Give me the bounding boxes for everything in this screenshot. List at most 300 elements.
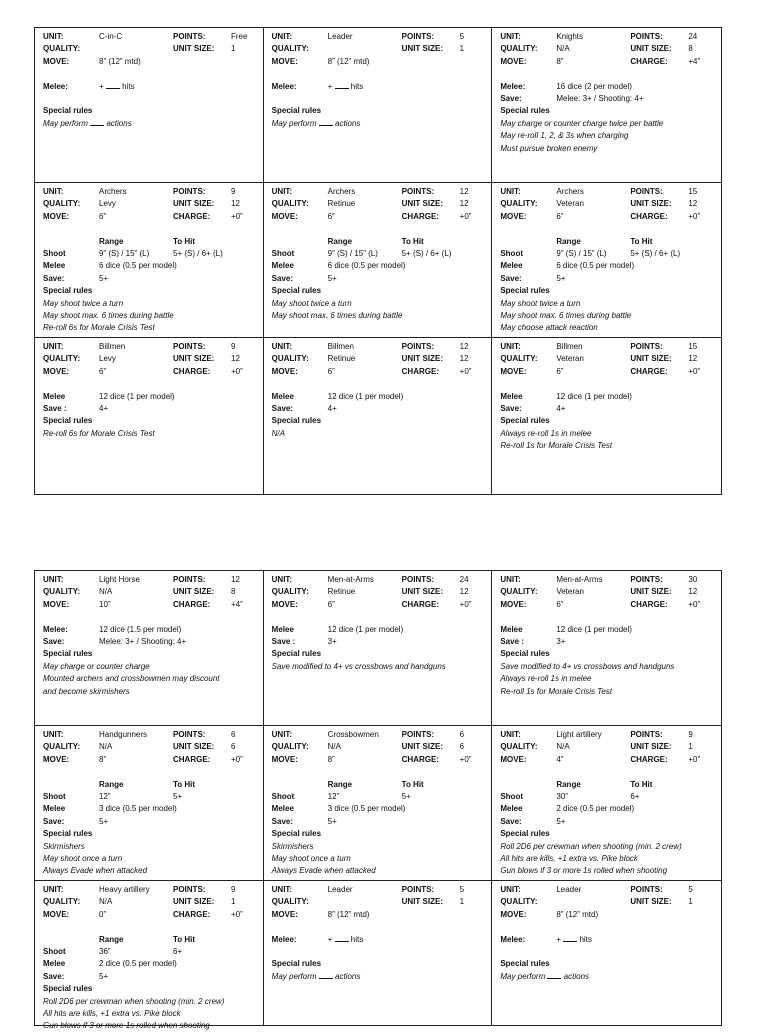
save-row — [272, 636, 484, 648]
charge-label: CHARGE: — [401, 754, 439, 764]
move-value: 6” — [556, 599, 564, 609]
shoot-label: Shoot — [271, 791, 295, 801]
move-label: MOVE: — [43, 599, 70, 609]
unit-card — [264, 726, 493, 881]
points-label: POINTS: — [630, 32, 663, 41]
melee-label: Melee: — [43, 81, 68, 91]
unit-card — [492, 726, 721, 881]
range-value: 12” — [99, 791, 111, 801]
tohit-value: 6+ — [630, 791, 640, 801]
points-label: POINTS: — [630, 885, 663, 894]
move-value: 8” — [327, 754, 335, 764]
special-rules-label: Special rules — [43, 984, 93, 994]
range-value: 12” — [327, 791, 340, 801]
unit-size-label: UNIT SIZE: — [401, 44, 443, 54]
tohit-header: To Hit — [173, 934, 196, 944]
unit-size-label: UNIT SIZE: — [630, 587, 672, 597]
special-rule: Must pursue broken enemy — [500, 143, 598, 153]
quality-label: QUALITY: — [500, 199, 538, 209]
special-suffix: actions — [332, 118, 361, 128]
melee-blank — [106, 81, 120, 89]
unit-label: UNIT: — [271, 187, 293, 196]
move-row — [500, 56, 713, 68]
move-row — [272, 909, 484, 921]
range-header: Range — [327, 779, 353, 789]
move-value: 0” — [99, 909, 107, 919]
tohit-header: To Hit — [630, 779, 653, 789]
points-value: 12 — [459, 342, 469, 351]
special-rule: Always re-roll 1s in melee — [500, 674, 592, 684]
charge-label: CHARGE: — [173, 599, 211, 609]
unit-name: Billmen — [327, 342, 354, 351]
quality-label: QUALITY: — [43, 199, 81, 209]
points-label: POINTS: — [173, 32, 206, 41]
charge-value: +0” — [459, 754, 472, 764]
points-value: 9 — [231, 187, 236, 196]
points-label: POINTS: — [401, 575, 435, 584]
points-label: POINTS: — [630, 730, 663, 739]
unit-size-value: 1 — [459, 897, 465, 907]
melee-value: 6 dice (0.5 per model) — [556, 261, 635, 271]
quality-value: Levy — [99, 199, 116, 209]
shoot-label: Shoot — [500, 248, 523, 258]
charge-label: CHARGE: — [630, 56, 668, 66]
unit-name: Heavy artillery — [99, 885, 150, 894]
melee-row — [500, 624, 713, 636]
shoot-header-row — [272, 236, 484, 248]
quality-label: QUALITY: — [271, 742, 309, 752]
points-value: 5 — [459, 885, 465, 894]
spacer — [43, 93, 255, 105]
unit-size-value: 6 — [231, 742, 236, 752]
unit-size-value: 12 — [459, 354, 469, 364]
special-rule: May shoot once a turn — [43, 853, 123, 863]
unit-name: Leader — [556, 885, 582, 894]
melee-label: Melee — [500, 391, 523, 401]
quality-value: N/A — [99, 587, 113, 597]
charge-value: +0” — [231, 366, 243, 376]
unit-size-value: 12 — [688, 587, 698, 597]
special-rule: May charge or counter charge twice per battle — [500, 118, 664, 128]
move-row — [43, 211, 255, 223]
unit-label: UNIT: — [43, 32, 64, 41]
unit-size-value: 8 — [688, 44, 693, 54]
move-value: 8” — [556, 56, 564, 66]
melee-row — [272, 260, 484, 272]
save-label: Save: — [271, 403, 294, 413]
save-value: 3+ — [556, 636, 566, 646]
points-label: POINTS: — [630, 187, 663, 196]
card-body — [43, 779, 255, 878]
tohit-header: To Hit — [401, 236, 424, 246]
shoot-label: Shoot — [271, 248, 295, 258]
save-value: Melee: 3+ / Shooting: 4+ — [556, 93, 644, 103]
move-label: MOVE: — [271, 56, 298, 66]
shoot-header-row — [43, 779, 255, 791]
shoot-header-row — [43, 236, 255, 248]
move-label: MOVE: — [43, 754, 70, 764]
range-header: Range — [556, 779, 581, 789]
points-value: 5 — [688, 885, 693, 894]
special-rule: Roll 2D6 per crewman when shooting (min. 2 crew) — [43, 996, 225, 1006]
melee-value: 2 dice (0.5 per model) — [99, 959, 177, 969]
unit-label: UNIT: — [43, 575, 64, 584]
melee-row — [43, 391, 255, 403]
move-label: MOVE: — [500, 56, 527, 66]
melee-value: 2 dice (0.5 per model) — [556, 804, 635, 814]
unit-size-value: 12 — [231, 354, 240, 364]
points-value: Free — [231, 32, 248, 41]
card-body — [43, 624, 255, 698]
unit-name: Crossbowmen — [327, 730, 379, 739]
shoot-row — [43, 248, 255, 260]
charge-label: CHARGE: — [630, 754, 668, 764]
unit-size-label: UNIT SIZE: — [630, 44, 672, 54]
melee-suffix: hits — [577, 934, 592, 944]
unit-size-label: UNIT SIZE: — [401, 199, 443, 209]
unit-size-value: 6 — [459, 742, 465, 752]
quality-value: N/A — [99, 742, 113, 752]
unit-size-label: UNIT SIZE: — [630, 354, 672, 364]
points-label: POINTS: — [401, 32, 435, 41]
quality-label: QUALITY: — [43, 44, 81, 54]
unit-size-value: 8 — [231, 587, 236, 597]
melee-row — [500, 803, 713, 815]
range-value: 9” (S) / 15” (L) — [99, 248, 150, 258]
special-rule: May shoot twice a turn — [271, 298, 352, 308]
quality-label: QUALITY: — [500, 897, 538, 907]
special-rules-label: Special rules — [271, 959, 322, 969]
melee-row — [500, 81, 713, 93]
unit-label: UNIT: — [500, 187, 521, 196]
quality-row — [43, 43, 255, 55]
melee-row — [272, 803, 484, 815]
melee-row — [43, 81, 255, 93]
move-value: 6” — [99, 366, 107, 376]
special-rules-label: Special rules — [271, 649, 322, 659]
quality-row — [500, 43, 713, 55]
unit-card — [264, 571, 493, 726]
unit-row — [272, 884, 484, 896]
charge-value: +4” — [688, 56, 701, 66]
unit-card — [492, 881, 721, 1025]
charge-value: +0” — [688, 599, 701, 609]
card-body — [500, 81, 713, 155]
move-row — [500, 909, 713, 921]
quality-label: QUALITY: — [271, 44, 309, 54]
move-label: MOVE: — [271, 599, 298, 609]
melee-value: 16 dice (2 per model) — [556, 81, 632, 91]
melee-value — [99, 81, 135, 93]
unit-name: Light artillery — [556, 730, 602, 739]
quality-row — [43, 896, 255, 908]
shoot-header-row — [500, 236, 713, 248]
move-label: MOVE: — [271, 211, 298, 221]
quality-value: N/A — [556, 44, 570, 54]
quality-value: N/A — [327, 742, 341, 752]
quality-label: QUALITY: — [271, 199, 309, 209]
unit-row — [500, 574, 713, 586]
spacer — [272, 946, 484, 958]
move-value: 6” — [556, 211, 564, 221]
range-header: Range — [327, 236, 353, 246]
melee-value: 12 dice (1 per model) — [99, 391, 175, 401]
unit-card — [35, 338, 264, 494]
save-row — [500, 273, 713, 285]
melee-row — [272, 81, 484, 93]
special-rule: May shoot max. 6 times during battle — [271, 310, 403, 320]
points-label: POINTS: — [401, 342, 435, 351]
move-label: MOVE: — [500, 211, 527, 221]
tohit-header: To Hit — [401, 779, 424, 789]
move-label: MOVE: — [43, 366, 70, 376]
unit-size-value: 1 — [231, 897, 236, 907]
save-label: Save: — [500, 816, 522, 826]
special-rule: Skirmishers — [271, 841, 314, 851]
unit-size-value: 1 — [459, 44, 465, 54]
unit-name: Archers — [327, 187, 356, 196]
save-label: Save : — [271, 636, 296, 646]
points-value: 12 — [459, 187, 469, 196]
unit-row — [500, 884, 713, 896]
quality-row — [272, 896, 484, 908]
shoot-header-row — [500, 779, 713, 791]
unit-size-value: 1 — [688, 742, 693, 752]
unit-size-label: UNIT SIZE: — [401, 897, 443, 907]
card-body — [500, 624, 713, 698]
save-value: 5+ — [327, 273, 337, 283]
special-rules-label: Special rules — [43, 416, 93, 426]
range-header: Range — [556, 236, 581, 246]
card-sheet-top — [34, 27, 722, 495]
card-body — [43, 391, 255, 441]
unit-row — [272, 574, 484, 586]
tohit-value: 6+ — [173, 946, 183, 956]
unit-row — [272, 729, 484, 741]
unit-name: Archers — [556, 187, 584, 196]
move-row — [500, 366, 713, 378]
card-body — [43, 81, 255, 131]
charge-value: +4” — [231, 599, 243, 609]
move-label: MOVE: — [500, 599, 527, 609]
quality-value: Retinue — [327, 587, 356, 597]
quality-value: Retinue — [327, 199, 356, 209]
quality-row — [500, 198, 713, 210]
move-value: 8” (12” mtd) — [556, 909, 599, 919]
special-blank — [90, 118, 104, 126]
special-rule: May shoot max. 6 times during battle — [43, 310, 174, 320]
melee-label: Melee: — [500, 934, 526, 944]
move-label: MOVE: — [271, 909, 298, 919]
melee-label: Melee — [271, 624, 294, 634]
shoot-label: Shoot — [43, 791, 66, 801]
shoot-row — [500, 791, 713, 803]
special-rule: May shoot once a turn — [271, 853, 351, 863]
save-value: 5+ — [556, 816, 566, 826]
melee-row — [500, 260, 713, 272]
quality-value: N/A — [556, 742, 570, 752]
shoot-label: Shoot — [43, 248, 66, 258]
move-row — [272, 366, 484, 378]
special-rule: Re-roll 6s for Morale Crisis Test — [43, 428, 155, 438]
special-rules-label: Special rules — [500, 829, 550, 839]
melee-prefix: + — [556, 934, 564, 944]
special-rule: Re-roll 1s for Morale Crisis Test — [500, 441, 613, 451]
move-label: MOVE: — [500, 754, 527, 764]
melee-label: Melee — [271, 261, 294, 271]
shoot-header-row — [272, 779, 484, 791]
special-rules-label: Special rules — [271, 829, 322, 839]
unit-card — [264, 28, 493, 183]
save-row — [43, 816, 255, 828]
save-label: Save: — [43, 636, 65, 646]
quality-label: QUALITY: — [271, 354, 309, 364]
unit-row — [43, 341, 255, 353]
points-value: 9 — [688, 730, 693, 739]
unit-row — [272, 31, 484, 43]
special-rule: N/A — [271, 428, 285, 438]
quality-row — [43, 353, 255, 365]
charge-label: CHARGE: — [173, 754, 211, 764]
unit-row — [272, 186, 484, 198]
charge-value: +0” — [688, 754, 701, 764]
melee-label: Melee — [271, 804, 294, 814]
unit-name: C-in-C — [99, 32, 123, 41]
range-header: Range — [99, 934, 124, 944]
special-rule — [43, 118, 255, 130]
save-value: 5+ — [556, 273, 566, 283]
save-label: Save: — [500, 403, 522, 413]
save-row — [500, 816, 713, 828]
save-value: 5+ — [99, 971, 109, 981]
points-label: POINTS: — [401, 730, 435, 739]
unit-name: Knights — [556, 32, 584, 41]
card-body — [272, 81, 484, 131]
unit-card — [35, 881, 264, 1031]
unit-card — [35, 28, 264, 183]
move-label: MOVE: — [43, 211, 70, 221]
melee-value — [328, 81, 364, 93]
save-row — [272, 273, 484, 285]
move-row — [43, 366, 255, 378]
move-value: 8” (12” mtd) — [327, 56, 370, 66]
quality-row — [500, 741, 713, 753]
points-value: 5 — [459, 32, 465, 41]
save-label: Save: — [500, 273, 522, 283]
save-row — [500, 403, 713, 415]
move-value: 4” — [556, 754, 564, 764]
unit-size-value: 12 — [688, 199, 698, 209]
quality-label: QUALITY: — [500, 44, 538, 54]
unit-row — [500, 341, 713, 353]
unit-card — [492, 183, 721, 338]
move-row — [43, 909, 255, 921]
melee-value: 12 dice (1 per model) — [556, 624, 632, 634]
range-value: 9” (S) / 15” (L) — [327, 248, 378, 258]
charge-value: +0” — [459, 599, 472, 609]
special-rule: May re-roll 1, 2, & 3s when charging — [500, 131, 629, 141]
points-label: POINTS: — [173, 575, 206, 584]
special-rules-label: Special rules — [500, 959, 550, 969]
save-row — [272, 403, 484, 415]
move-value: 10” — [99, 599, 111, 609]
unit-size-label: UNIT SIZE: — [173, 897, 215, 907]
special-prefix: May perform — [43, 118, 91, 128]
save-row — [272, 816, 484, 828]
special-rule: Roll 2D6 per crewman when shooting (min. 2 crew) — [500, 841, 682, 851]
special-suffix: actions — [104, 118, 132, 128]
unit-size-value: 12 — [459, 587, 469, 597]
points-value: 24 — [459, 575, 469, 584]
unit-size-label: UNIT SIZE: — [173, 587, 215, 597]
special-prefix: May perform — [500, 971, 548, 981]
special-rule — [272, 971, 484, 983]
special-suffix: actions — [561, 971, 590, 981]
special-rule: Save modified to 4+ vs crossbows and handguns — [500, 661, 675, 671]
save-label: Save: — [271, 273, 294, 283]
card-body — [43, 236, 255, 335]
special-rule: Always Evade when attacked — [43, 866, 148, 876]
tohit-value: 5+ (S) / 6+ (L) — [173, 248, 223, 258]
special-rule: Re-roll 6s for Morale Crisis Test — [43, 323, 155, 333]
unit-size-value: 12 — [459, 199, 469, 209]
range-header: Range — [99, 236, 124, 246]
special-rule: Save modified to 4+ vs crossbows and handguns — [271, 661, 446, 671]
unit-label: UNIT: — [271, 730, 293, 739]
card-body — [43, 934, 255, 1033]
move-row — [43, 56, 255, 68]
special-prefix: May perform — [271, 118, 319, 128]
special-rule: Mounted archers and crossbowmen may discount — [43, 674, 220, 684]
melee-value: 3 dice (0.5 per model) — [327, 804, 406, 814]
melee-value: 6 dice (0.5 per model) — [327, 261, 406, 271]
unit-name: Men-at-Arms — [556, 575, 603, 584]
tohit-value: 5+ — [173, 791, 183, 801]
save-label: Save: — [43, 273, 65, 283]
quality-value: Retinue — [327, 354, 356, 364]
special-rule: May choose attack reaction — [500, 323, 598, 333]
charge-value: +0” — [459, 211, 472, 221]
card-body — [272, 934, 484, 984]
charge-value: +0” — [231, 211, 243, 221]
melee-row — [43, 260, 255, 272]
melee-suffix: hits — [119, 81, 135, 91]
move-row — [43, 754, 255, 766]
shoot-row — [272, 791, 484, 803]
quality-row — [500, 353, 713, 365]
points-value: 9 — [231, 342, 236, 351]
special-rules-label: Special rules — [43, 649, 93, 659]
unit-card — [492, 571, 721, 726]
special-rule: and become skirmishers — [43, 686, 130, 696]
points-label: POINTS: — [173, 885, 206, 894]
melee-label: Melee — [43, 959, 66, 969]
quality-label: QUALITY: — [43, 742, 81, 752]
melee-label: Melee: — [271, 81, 297, 91]
quality-value: Veteran — [556, 587, 584, 597]
melee-label: Melee — [43, 804, 66, 814]
melee-blank — [335, 934, 349, 942]
unit-label: UNIT: — [500, 32, 521, 41]
quality-value: N/A — [99, 897, 113, 907]
save-value: Melee: 3+ / Shooting: 4+ — [99, 636, 187, 646]
shoot-header-row — [43, 934, 255, 946]
save-row — [500, 636, 713, 648]
points-label: POINTS: — [630, 342, 663, 351]
melee-row — [500, 934, 713, 946]
special-rule: Skirmishers — [43, 841, 85, 851]
unit-size-label: UNIT SIZE: — [401, 354, 443, 364]
